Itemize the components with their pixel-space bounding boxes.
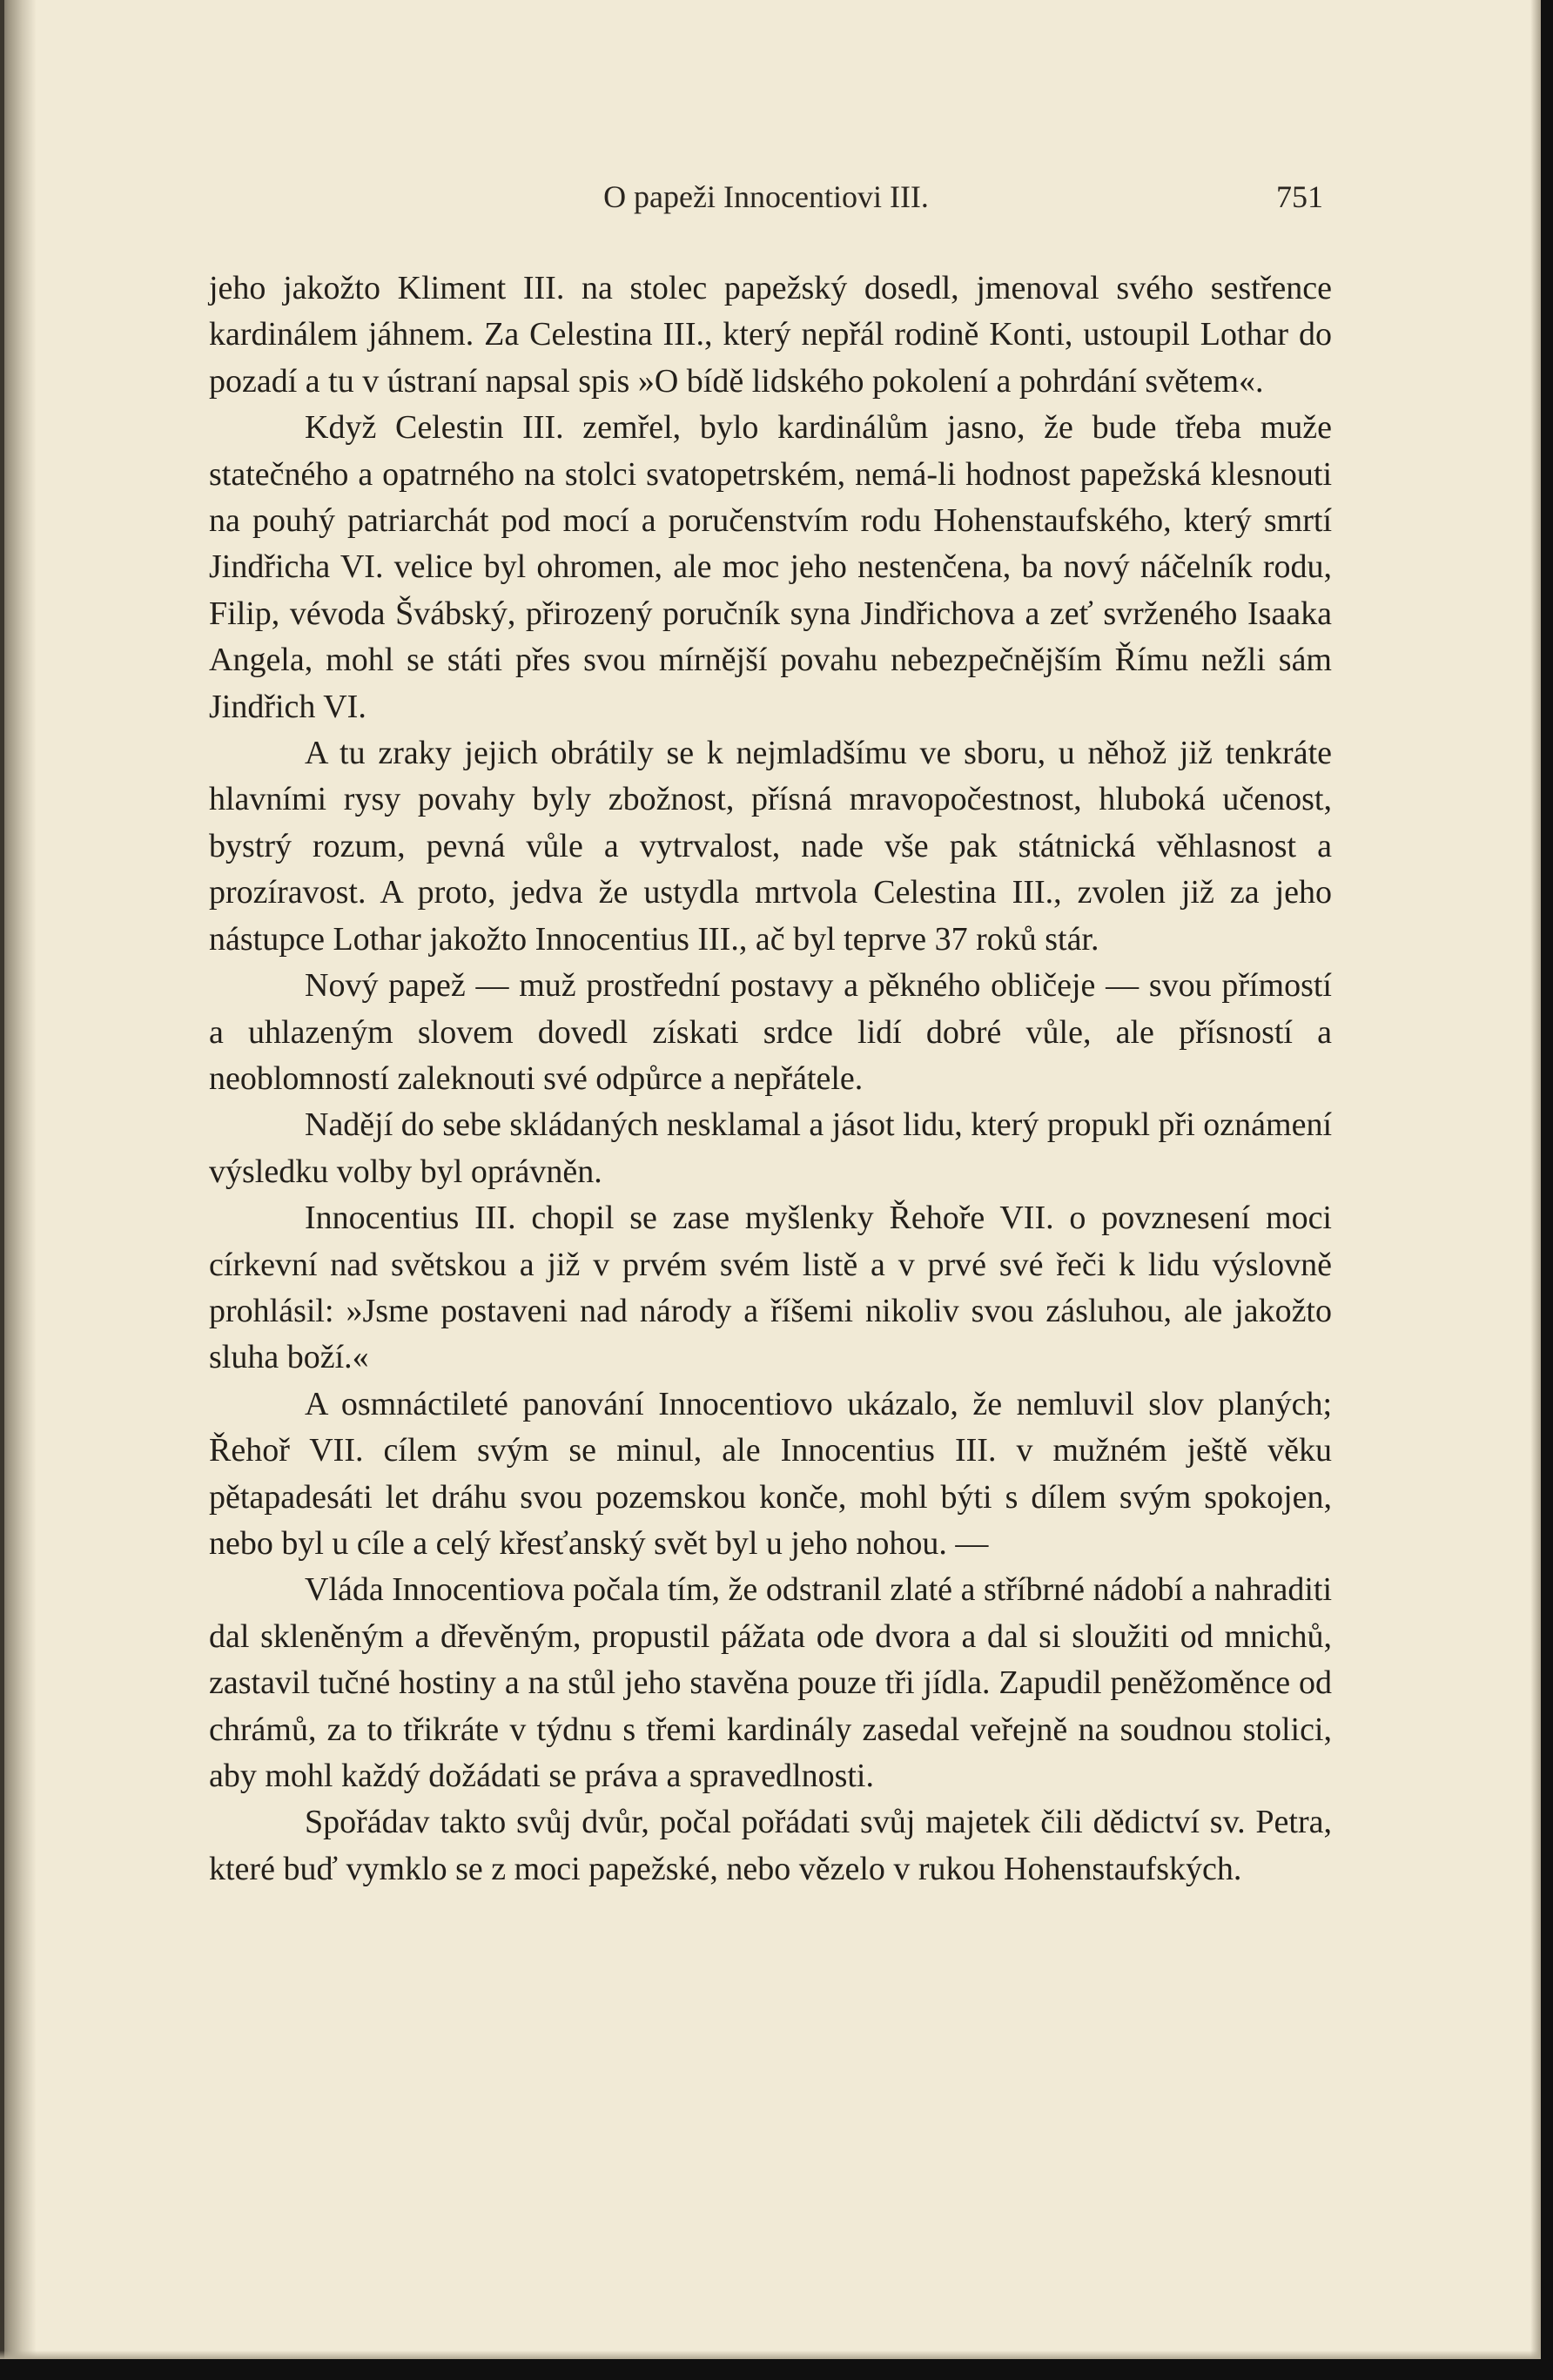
paragraph: Vláda Innocentiova počala tím, že odstranil zlaté a stříbrné nádobí a nahraditi dal skleněným a dřevěným, propustil pážata ode dvora a dal si sloužiti od mnichů, zastavil tučné hostiny a na stůl jeho stavěna pouze tři jídla. Zapudil peněžoměnce od chrámů, za to třikráte v týdnu s třemi kardinály zasedal veřejně na soudnou stolici, aby mohl každý dožádati se práva a spravedlnosti.: [209, 1571, 1332, 1794]
paragraph: jeho jakožto Kliment III. na stolec papežský dosedl, jmenoval svého sestřence kardinálem jáhnem. Za Celestina III., který nepřál rodině Konti, ustoupil Lothar do pozadí a tu v ústraní napsal spis »O bídě lidského pokolení a pohrdání světem«.: [209, 270, 1332, 400]
paragraph: A tu zraky jejich obrátily se k nejmladšímu ve sboru, u něhož již tenkráte hlavními rysy povahy byly zbožnost, přísná mravopočestnost, hluboká učenost, bystrý rozum, pevná vůle a vytrvalost, nade vše pak státnická věhlasnost a prozíravost. A proto, jedva že ustydla mrtvola Celestina III., zvolen již za jeho nástupce Lothar jakožto Innocentius III., ač byl teprve 37 roků stár.: [209, 735, 1332, 958]
page-number: 751: [1276, 179, 1323, 214]
body-text: [209, 266, 1332, 1893]
page-bottom-edge: [0, 2350, 1541, 2359]
paragraph: A osmnáctileté panování Innocentiovo ukázalo, že nemluvil slov planých; Řehoř VII. cílem svým se minul, ale Innocentius III. v mužném ještě věku pětapadesáti let dráhu svou pozemskou konče, mohl býti s dílem svým spokojen, nebo byl u cíle a celý křesťanský svět byl u jeho nohou. —: [209, 1385, 1332, 1562]
running-title: O papeži Innocentiovi III.: [603, 179, 929, 214]
paragraph: Nadějí do sebe skládaných nesklamal a jásot lidu, který propukl při oznámení výsledku volby byl oprávněn.: [209, 1106, 1332, 1190]
paragraph: Když Celestin III. zemřel, bylo kardinálům jasno, že bude třeba muže statečného a opatrného na stolci svatopetrském, nemá-li hodnost papežská klesnouti na pouhý patriarchát pod mocí a poručenstvím rodu Hohenstaufského, který smrtí Jindřicha VI. velice byl ohromen, ale moc jeho nestenčena, ba nový náčelník rodu, Filip, vévoda Švábský, přirozený poručník syna Jindřichova a zeť svrženého Isaaka Angela, mohl se státi přes svou mírnější povahu nebezpečnějším Římu nežli sám Jindřich VI.: [209, 409, 1332, 725]
paragraph: Nový papež — muž prostřední postavy a pěkného obličeje — svou přímostí a uhlazeným slovem dovedl získati srdce lidí dobré vůle, ale přísností a neoblomností zaleknouti své odpůrce a nepřátele.: [209, 967, 1332, 1097]
spine-shadow: [0, 0, 37, 2359]
running-head: [209, 178, 1323, 222]
page-right-edge: [1530, 0, 1541, 2359]
paragraph: Innocentius III. chopil se zase myšlenky Řehoře VII. o povznesení moci církevní nad světskou a již v prvém svém listě a v prvé své řeči k lidu výslovně prohlásil: »Jsme postaveni nad národy a říšemi nikoliv svou zásluhou, ale jakožto sluha boží.«: [209, 1200, 1332, 1376]
paragraph: Spořádav takto svůj dvůr, počal pořádati svůj majetek čili dědictví sv. Petra, které buď vymklo se z moci papežské, nebo vězelo v rukou Hohenstaufských.: [209, 1804, 1332, 1887]
spine-edge: [0, 0, 4, 2359]
